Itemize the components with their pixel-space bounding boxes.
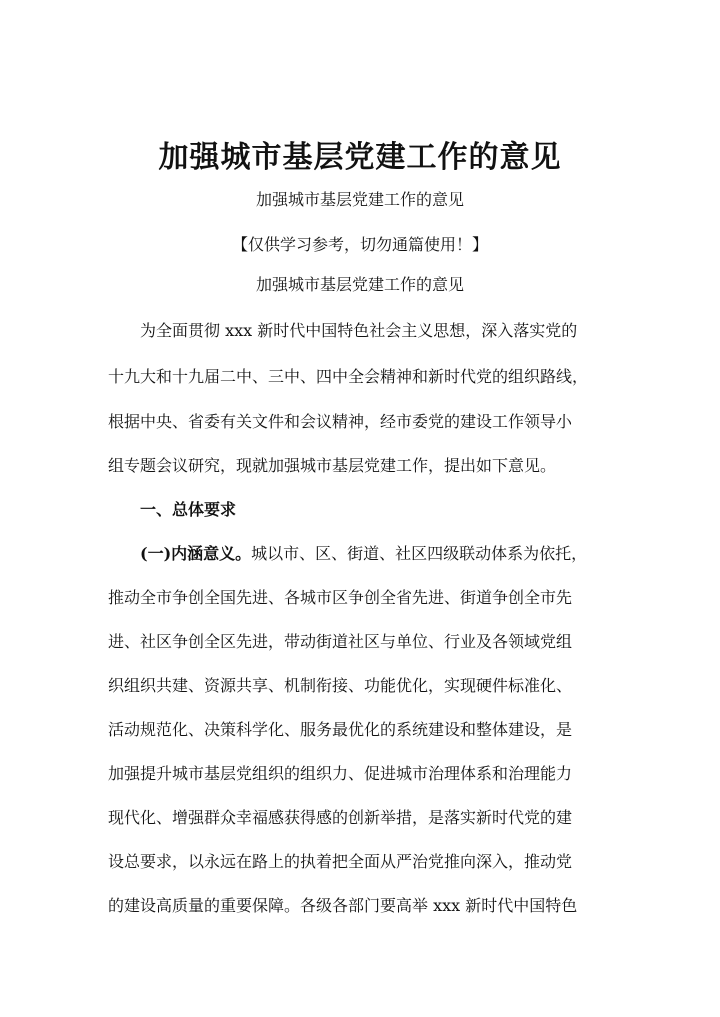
sub1-line-8: 设总要求，以永远在路上的执着把全面从严治党推向深入，推动党 [108,852,573,871]
intro-line-2: 十九大和十九届二中、三中、四中全会精神和新时代党的组织路线， [108,367,589,386]
intro-line-1: 为全面贯彻 xxx 新时代中国特色社会主义思想，深入落实党的 [140,321,578,340]
sub1-line-3: 进、社区争创全区先进，带动街道社区与单位、行业及各领域党组 [108,632,573,651]
intro-line-3: 根据中央、省委有关文件和会议精神，经市委党的建设工作领导小 [108,412,573,431]
sub1-line-4: 织组织共建、资源共享、机制衔接、功能优化，实现硬件标准化、 [108,676,573,695]
sub1-line-6: 加强提升城市基层党组织的组织力、促进城市治理体系和治理能力 [108,764,573,783]
intro-line-4: 组专题会议研究，现就加强城市基层党建工作，提出如下意见。 [108,456,557,475]
document-subtitle: 加强城市基层党建工作的意见 [255,190,464,209]
sub1-line-7: 现代化、增强群众幸福感获得感的创新举措，是落实新时代党的建 [108,808,573,827]
sub1-line-2: 推动全市争创全国先进、各城市区争创全省先进、街道争创全市先 [108,588,573,607]
document-subtitle-repeat: 加强城市基层党建工作的意见 [255,275,464,294]
sub1-line-5: 活动规范化、决策科学化、服务最优化的系统建设和整体建设，是 [108,720,573,739]
document-title: 加强城市基层党建工作的意见 [158,140,562,175]
sub1-line-9: 的建设高质量的重要保障。各级各部门要高举 xxx 新时代中国特色 [108,896,578,915]
sub1-line-1 [140,541,660,564]
sub1-label: (一)内涵意义。 [140,544,252,563]
usage-notice: 【仅供学习参考，切勿通篇使用！】 [231,235,488,254]
section-heading-overall-requirements: 一、总体要求 [140,500,237,519]
sub1-first-rest: 城以市、区、街道、社区四级联动体系为依托， [251,544,588,563]
